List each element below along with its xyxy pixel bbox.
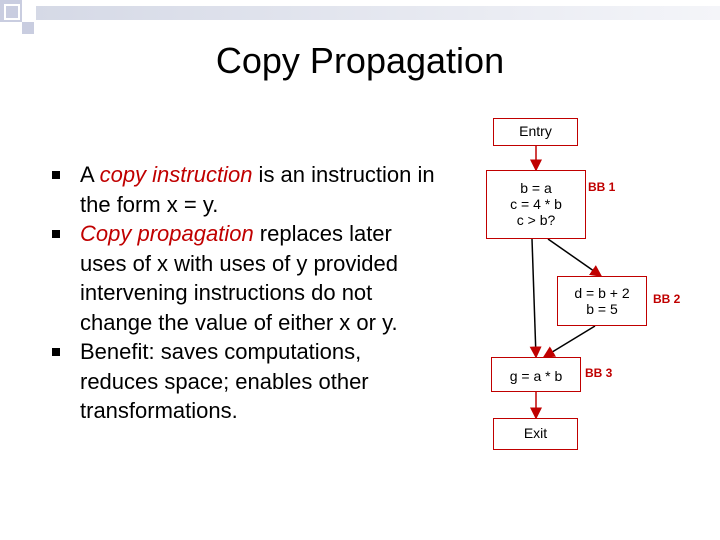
bb2-node: d = b + 2 b = 5 <box>557 276 647 326</box>
edge-bb2-bb3 <box>544 326 595 357</box>
bb2-label: BB 2 <box>653 292 681 306</box>
slide-title: Copy Propagation <box>215 40 505 81</box>
bb3-node: g = a * b <box>491 357 581 392</box>
bullet-copy-instruction: A copy instruction is an instruction in the form x = y. <box>52 160 442 219</box>
bb1-label: BB 1 <box>588 180 616 194</box>
bb1-node: b = a c = 4 * b c > b? <box>486 170 586 239</box>
entry-node: Entry <box>493 118 578 146</box>
bb3-label: BB 3 <box>585 366 613 380</box>
exit-node: Exit <box>493 418 578 450</box>
edge-bb1-bb3 <box>532 239 536 357</box>
bullet-benefit: Benefit: saves computations, reduces space; enables other transformations. <box>52 337 442 426</box>
bullet-copy-propagation: Copy propagation replaces later uses of x with uses of y provided intervening instructions do not change the value of either x or y. <box>52 219 442 337</box>
edge-bb1-bb2 <box>548 239 601 276</box>
